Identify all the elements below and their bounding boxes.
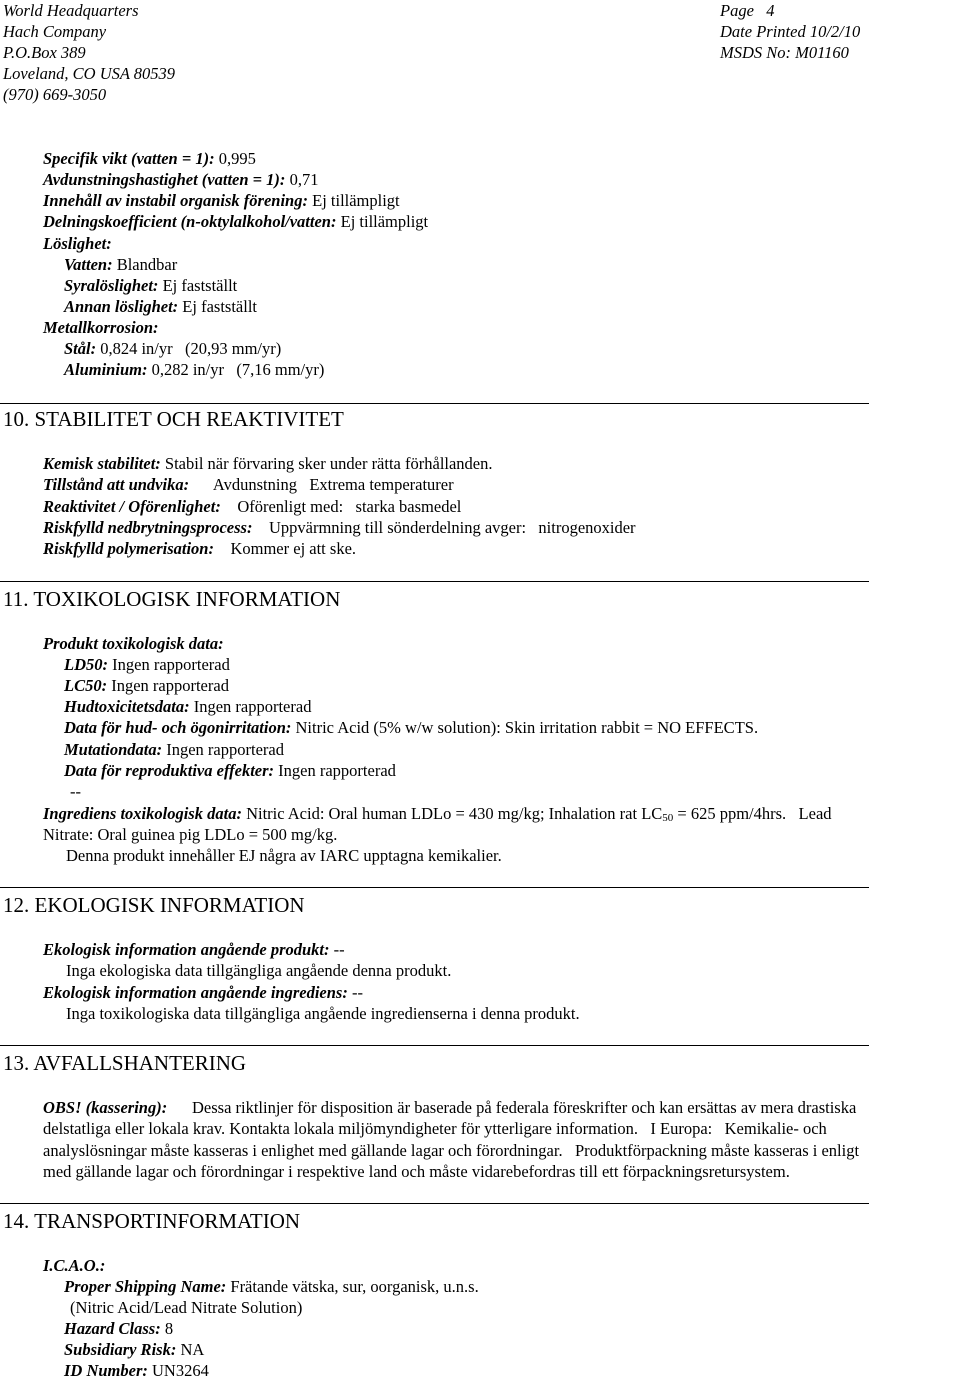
lc50-value: Ingen rapporterad — [111, 676, 229, 695]
acid-label: Syralöslighet: — [64, 276, 159, 295]
lc50-label: LC50: — [64, 676, 108, 695]
partition-value: Ej tillämpligt — [340, 212, 429, 231]
section-divider — [0, 403, 869, 404]
dash-separator: -- — [70, 782, 81, 801]
disposal-line-3: analyslösningar måste kasseras i enlighet med gällande lagar och förordningar. Produktförpackning måste kasseras i enligt — [43, 1141, 860, 1160]
shipping-name-value: Frätande vätska, sur, oorganisk, u.n.s. — [230, 1277, 479, 1296]
polymerisation-row — [43, 541, 356, 558]
company-line-5: (970) 669-3050 — [3, 85, 107, 104]
section-10-title: 10. STABILITET OCH REAKTIVITET — [3, 407, 344, 431]
voc-value: Ej tillämpligt — [312, 191, 400, 210]
page-number: Page 4 — [720, 1, 775, 20]
disposal-text-1: Dessa riktlinjer för disposition är baserade på federala föreskrifter och kan ersättas av mera drastiska — [191, 1098, 857, 1117]
section-11-title: 11. TOXIKOLOGISK INFORMATION — [3, 587, 341, 611]
eco-product-row — [43, 942, 345, 959]
decomposition-value: Uppvärmning till sönderdelning avger: nitrogenoxider — [268, 518, 636, 537]
irritation-row — [64, 720, 758, 737]
other-solubility-value: Ej fastställt — [182, 297, 257, 316]
voc-row — [43, 193, 400, 210]
company-line-3: P.O.Box 389 — [3, 43, 86, 62]
reproductive-row — [64, 763, 396, 780]
company-line-4: Loveland, CO USA 80539 — [3, 64, 176, 83]
steel-label: Stål: — [64, 339, 97, 358]
ingredient-tox-line2: Nitrate: Oral guinea pig LDLo = 500 mg/kg. — [43, 825, 338, 844]
shipping-name-label: Proper Shipping Name: — [64, 1277, 227, 1296]
ld50-label: LD50: — [64, 655, 108, 674]
stability-label: Kemisk stabilitet: — [43, 454, 161, 473]
id-number-value: UN3264 — [152, 1361, 209, 1380]
other-solubility-label: Annan löslighet: — [64, 297, 179, 316]
reproductive-label: Data för reproduktiva effekter: — [64, 761, 275, 780]
hazard-class-value: 8 — [164, 1319, 174, 1338]
ingredient-tox-value-cont: = 625 ppm/4hrs. Lead — [677, 804, 832, 823]
disposal-line-2: delstatliga eller lokala krav. Kontakta lokala miljömyndigheter för ytterligare information. I Europa: Kemikalie- och — [43, 1119, 827, 1138]
water-row — [64, 257, 177, 274]
hazard-class-row — [64, 1321, 173, 1338]
acid-row — [64, 278, 237, 295]
disposal-line-1 — [43, 1100, 856, 1117]
aluminium-value: 0,282 in/yr (7,16 mm/yr) — [151, 360, 325, 379]
eco-ingredient-text: Inga toxikologiska data tillgängliga angående ingredienserna i denna produkt. — [66, 1004, 580, 1023]
section-13-title: 13. AVFALLSHANTERING — [3, 1051, 247, 1075]
evaporation-value: 0,71 — [289, 170, 319, 189]
mutation-row — [64, 742, 284, 759]
aluminium-row — [64, 362, 324, 379]
dermal-label: Hudtoxicitetsdata: — [64, 697, 190, 716]
iarc-statement: Denna produkt innehåller EJ några av IARC upptagna kemikalier. — [66, 846, 502, 865]
irritation-value: Nitric Acid (5% w/w solution): Skin irritation rabbit = NO EFFECTS. — [295, 718, 759, 737]
disposal-line-4: med gällande lagar och förordningar i respektive land och måste vidarebefordras till ett förpackningsretursystem. — [43, 1162, 790, 1181]
other-solubility-row — [64, 299, 257, 316]
id-number-row — [64, 1363, 209, 1380]
evaporation-row — [43, 172, 318, 189]
ld50-value: Ingen rapporterad — [112, 655, 230, 674]
subsidiary-risk-row — [64, 1342, 204, 1359]
eco-ingredient-value: -- — [351, 983, 363, 1002]
date-printed: Date Printed 10/2/10 — [720, 22, 861, 41]
ingredient-tox-label: Ingrediens toxikologisk data: — [43, 804, 242, 823]
evaporation-label: Avdunstningshastighet (vatten = 1): — [43, 170, 286, 189]
mutation-label: Mutationdata: — [64, 740, 163, 759]
specific-gravity-value: 0,995 — [218, 149, 256, 168]
decomposition-label: Riskfylld nedbrytningsprocess: — [43, 518, 253, 537]
water-label: Vatten: — [64, 255, 113, 274]
partition-label: Delningskoefficient (n-oktylalkohol/vatten: — [43, 212, 337, 231]
eco-product-label: Ekologisk information angående produkt: — [43, 940, 330, 959]
steel-value: 0,824 in/yr (20,93 mm/yr) — [100, 339, 282, 358]
reproductive-value: Ingen rapporterad — [278, 761, 396, 780]
product-tox-label: Produkt toxikologisk data: — [43, 634, 224, 653]
eco-product-text: Inga ekologiska data tillgängliga angående denna produkt. — [66, 961, 452, 980]
company-line-1: World Headquarters — [3, 1, 139, 20]
id-number-label: ID Number: — [64, 1361, 148, 1380]
ingredient-tox-value: Nitric Acid: Oral human LDLo = 430 mg/kg; Inhalation rat LC — [246, 804, 663, 823]
decomposition-row — [43, 520, 636, 537]
company-line-2: Hach Company — [3, 22, 107, 41]
stability-row — [43, 456, 493, 473]
lc50-row — [64, 678, 229, 695]
lc-subscript: 50 — [662, 812, 674, 824]
section-divider — [0, 887, 869, 888]
disposal-label: OBS! (kassering): — [43, 1098, 168, 1117]
ingredient-tox-row — [43, 806, 832, 823]
avoid-label: Tillstånd att undvika: — [43, 475, 190, 494]
eco-ingredient-label: Ekologisk information angående ingrediens: — [43, 983, 348, 1002]
solubility-label: Löslighet: — [43, 234, 112, 253]
specific-gravity-row — [43, 151, 256, 168]
section-12-title: 12. EKOLOGISK INFORMATION — [3, 893, 305, 917]
water-value: Blandbar — [116, 255, 178, 274]
dermal-value: Ingen rapporterad — [193, 697, 312, 716]
mutation-value: Ingen rapporterad — [166, 740, 284, 759]
icao-label: I.C.A.O.: — [43, 1256, 106, 1275]
section-divider — [0, 1203, 869, 1204]
subsidiary-risk-label: Subsidiary Risk: — [64, 1340, 177, 1359]
hazard-class-label: Hazard Class: — [64, 1319, 161, 1338]
dermal-row — [64, 699, 311, 716]
subsidiary-risk-value: NA — [180, 1340, 205, 1359]
shipping-name-detail: (Nitric Acid/Lead Nitrate Solution) — [70, 1298, 303, 1317]
eco-ingredient-row — [43, 985, 363, 1002]
section-14-title: 14. TRANSPORTINFORMATION — [3, 1209, 301, 1233]
section-divider — [0, 581, 869, 582]
shipping-name-row — [64, 1279, 479, 1296]
polymerisation-label: Riskfylld polymerisation: — [43, 539, 214, 558]
irritation-label: Data för hud- och ögonirritation: — [64, 718, 292, 737]
polymerisation-value: Kommer ej att ske. — [230, 539, 357, 558]
partition-row — [43, 214, 428, 231]
corrosion-label: Metallkorrosion: — [43, 318, 159, 337]
incompatibility-label: Reaktivitet / Oförenlighet: — [43, 497, 221, 516]
eco-product-value: -- — [333, 940, 345, 959]
acid-value: Ej fastställt — [162, 276, 238, 295]
incompatibility-value: Oförenligt med: starka basmedel — [237, 497, 462, 516]
incompatibility-row — [43, 499, 461, 516]
aluminium-label: Aluminium: — [64, 360, 148, 379]
avoid-value: Avdunstning Extrema temperaturer — [212, 475, 454, 494]
stability-value: Stabil när förvaring sker under rätta förhållanden. — [164, 454, 493, 473]
avoid-row — [43, 477, 454, 494]
section-divider — [0, 1045, 869, 1046]
msds-number: MSDS No: M01160 — [720, 43, 849, 62]
specific-gravity-label: Specifik vikt (vatten = 1): — [43, 149, 215, 168]
voc-label: Innehåll av instabil organisk förening: — [43, 191, 308, 210]
steel-row — [64, 341, 281, 358]
ld50-row — [64, 657, 230, 674]
